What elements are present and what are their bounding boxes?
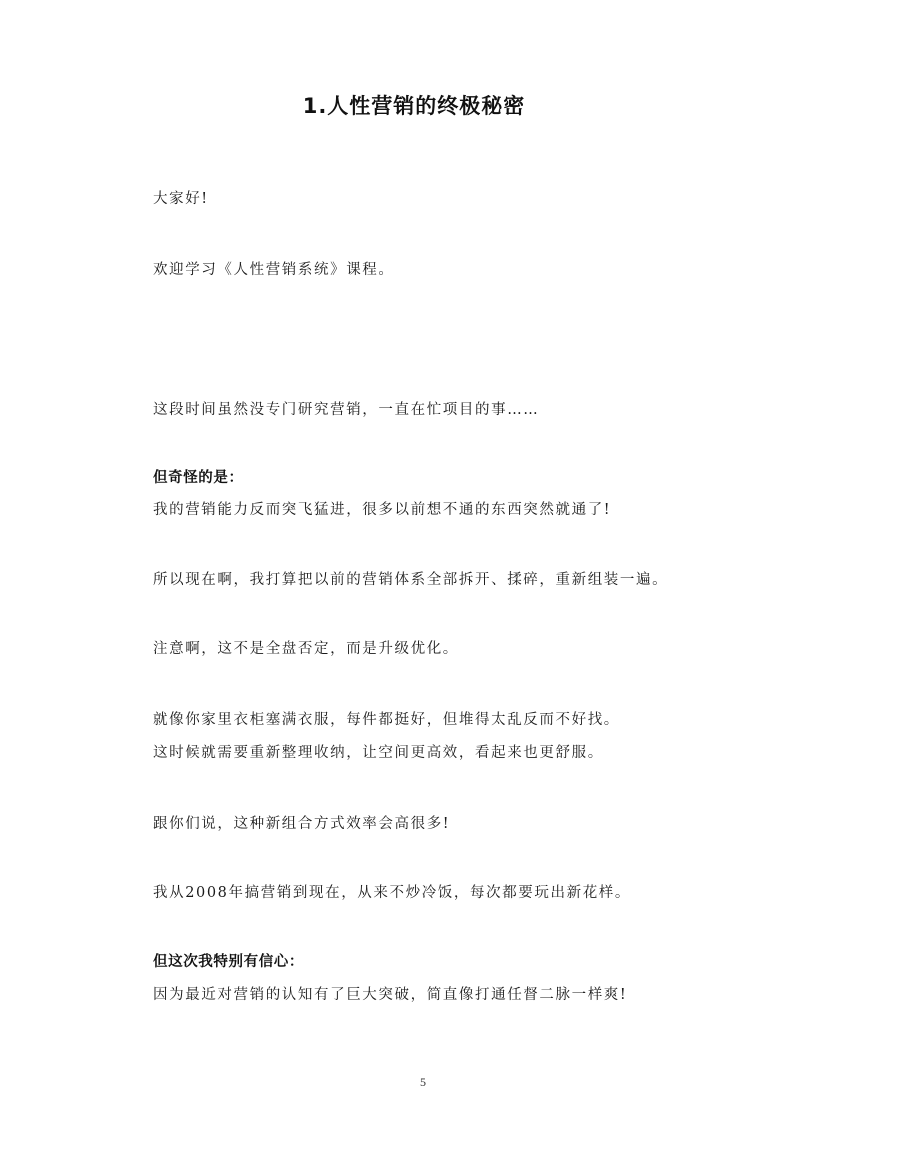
paragraph-improved: 我的营销能力反而突飞猛进，很多以前想不通的东西突然就通了!	[153, 502, 612, 518]
paragraph-upgrade: 注意啊，这不是全盘否定，而是升级优化。	[153, 641, 459, 657]
paragraph-rebuild: 所以现在啊，我打算把以前的营销体系全部拆开、揉碎，重新组装一遍。	[153, 572, 669, 588]
paragraph-organize: 这时候就需要重新整理收纳，让空间更高效，看起来也更舒服。	[153, 745, 604, 761]
page-number: 5	[420, 1075, 426, 1089]
paragraph-welcome: 欢迎学习《人性营销系统》课程。	[153, 262, 395, 278]
paragraph-closet: 就像你家里衣柜塞满衣服，每件都挺好，但堆得太乱反而不好找。	[153, 712, 620, 728]
paragraph-busy: 这段时间虽然没专门研究营销，一直在忙项目的事……	[153, 402, 540, 418]
heading-confidence: 但这次我特别有信心：	[153, 954, 304, 970]
paragraph-breakthrough: 因为最近对营销的认知有了巨大突破，简直像打通任督二脉一样爽!	[153, 987, 628, 1003]
paragraph-efficiency: 跟你们说，这种新组合方式效率会高很多!	[153, 816, 451, 832]
heading-strange: 但奇怪的是：	[153, 470, 244, 486]
page-title: 1.人性营销的终极秘密	[302, 94, 526, 118]
paragraph-since-2008: 我从2008年搞营销到现在，从来不炒冷饭，每次都要玩出新花样。	[153, 885, 631, 901]
paragraph-greeting: 大家好!	[153, 191, 209, 207]
